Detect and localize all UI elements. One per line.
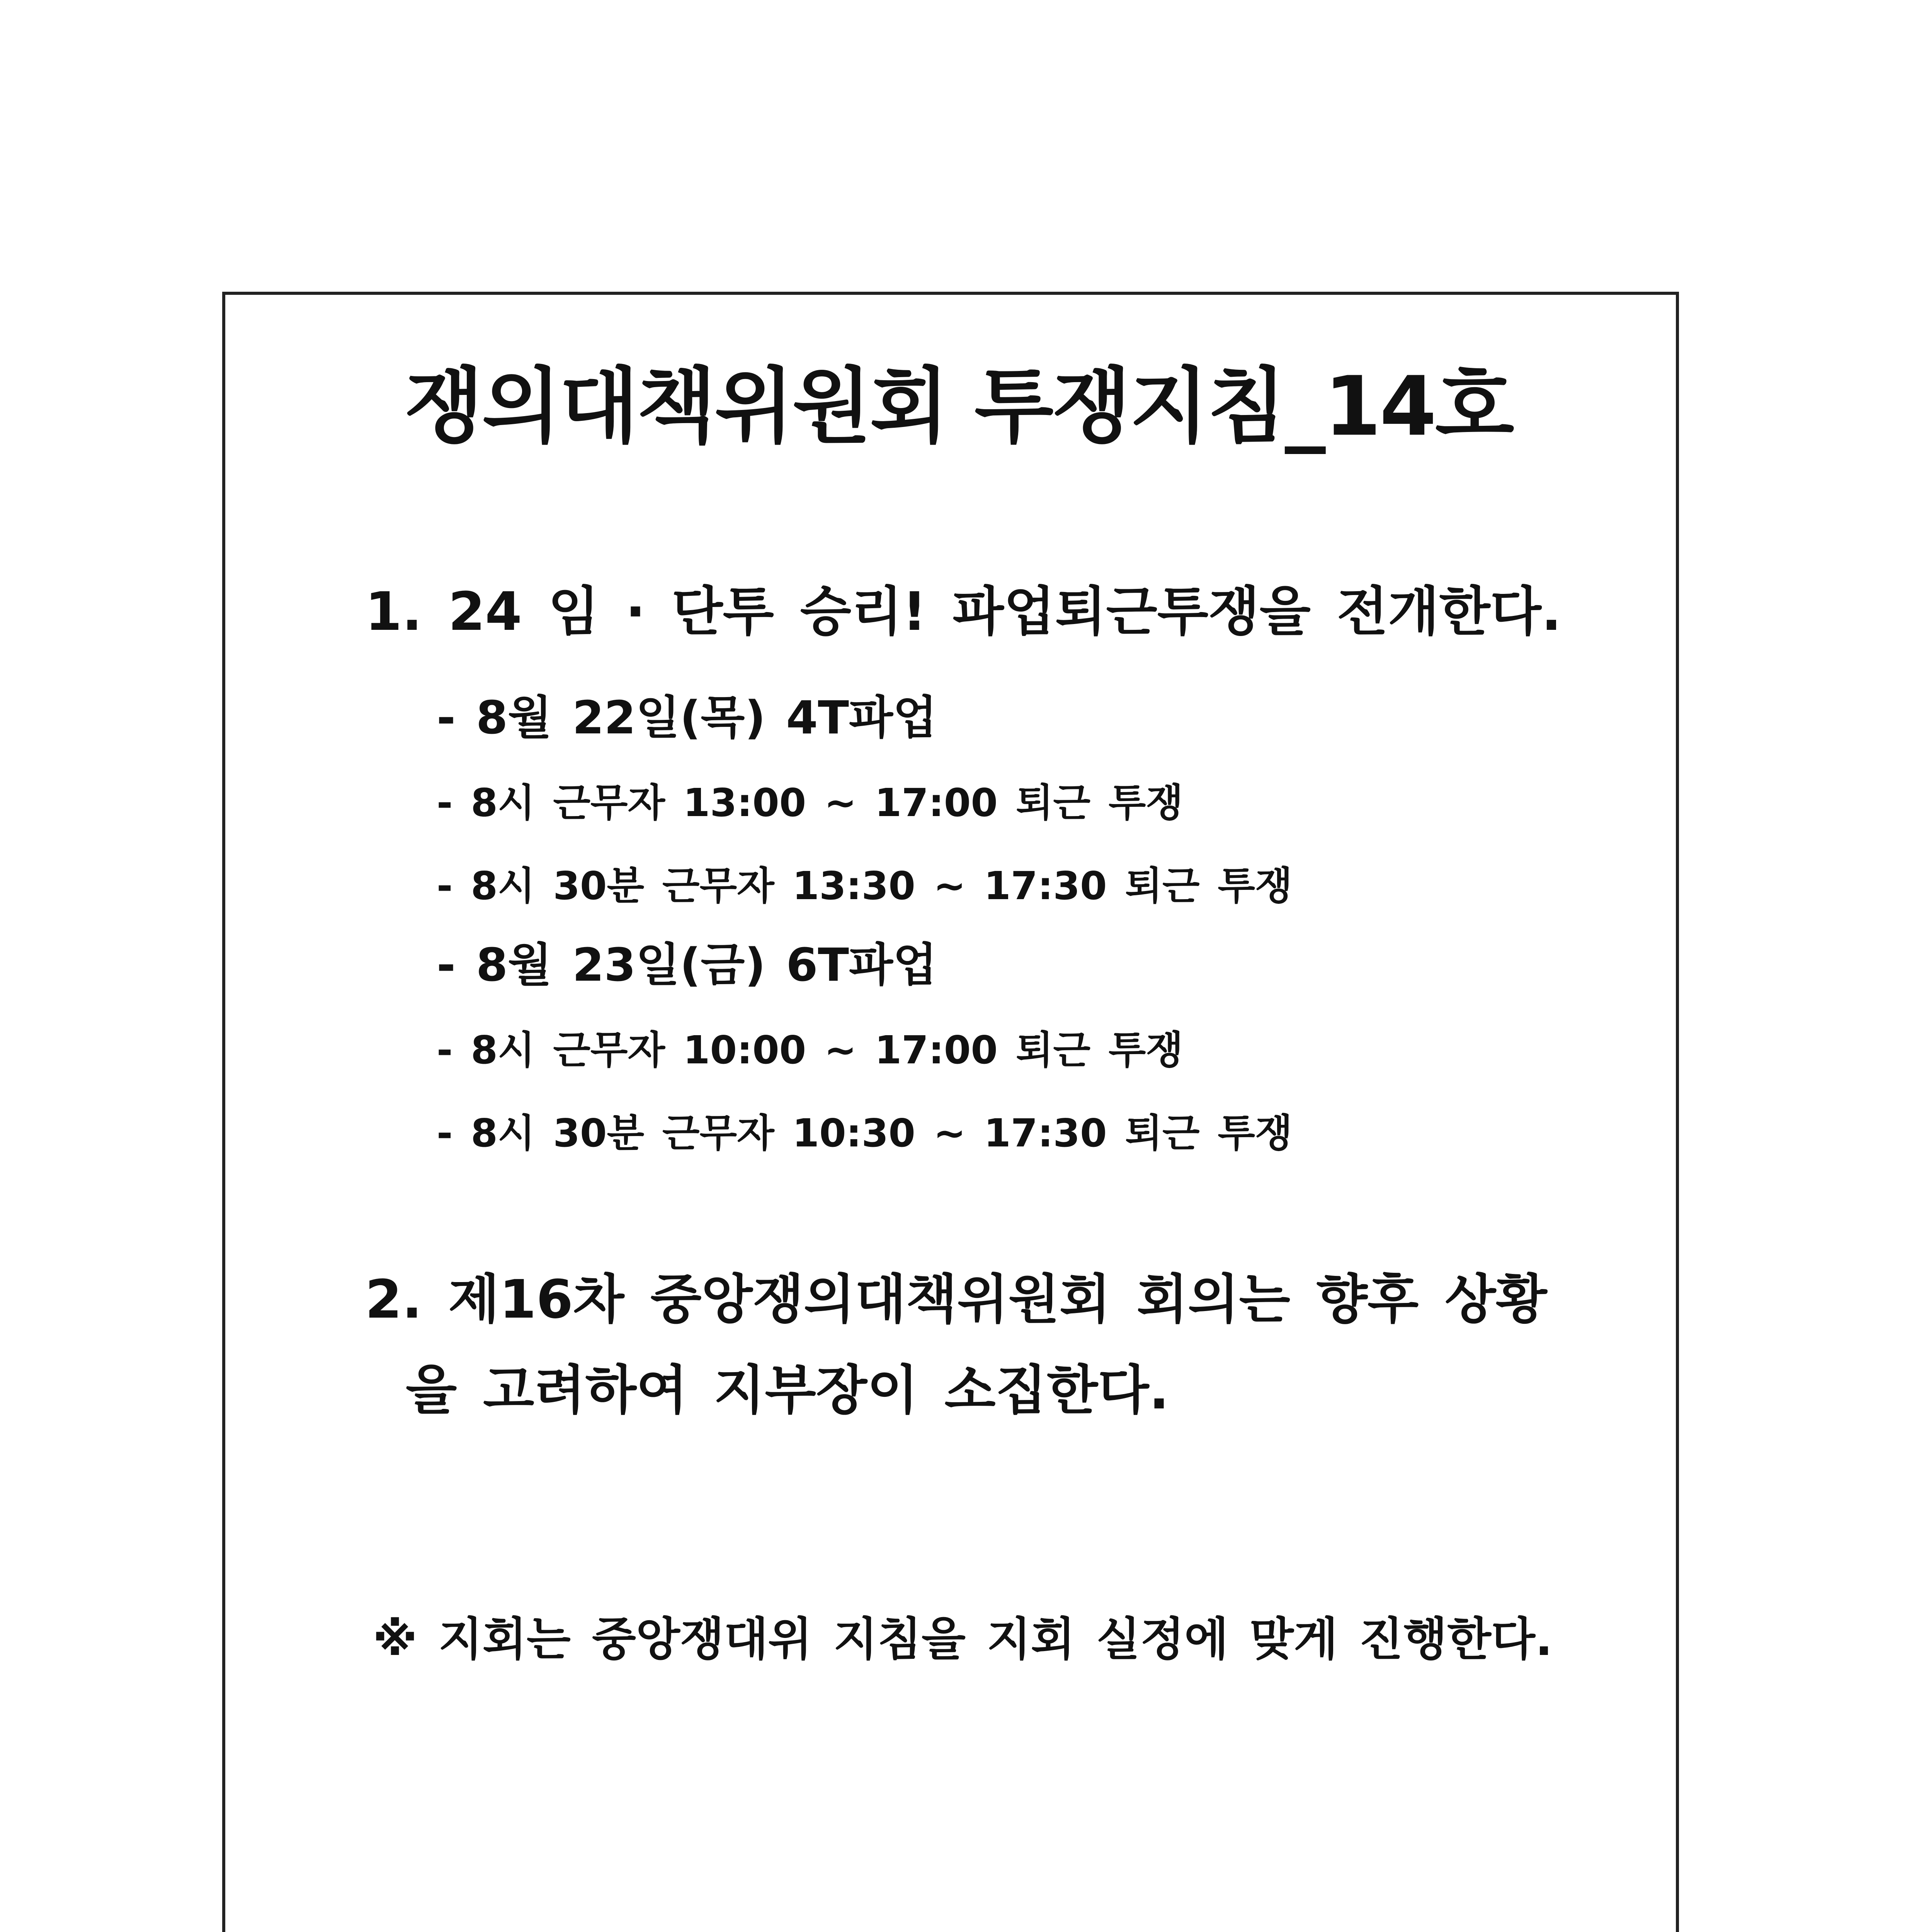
- schedule-line: - 8시 30분 근무자 10:30 ~ 17:30 퇴근 투쟁: [437, 1111, 1293, 1156]
- schedule-line: - 8월 22일(목) 4T파업: [437, 691, 937, 744]
- item-2-line-2: 을 고려하여 지부장이 소집한다.: [406, 1360, 1169, 1421]
- schedule-line: - 8시 근무자 13:00 ~ 17:00 퇴근 투쟁: [437, 780, 1183, 825]
- item-1-heading: 1. 24 임 · 단투 승리! 파업퇴근투쟁을 전개한다.: [365, 581, 1561, 643]
- item-2-line-1: 2. 제16차 중앙쟁의대책위원회 회의는 향후 상황: [365, 1269, 1547, 1330]
- document-title: 쟁의대책위원회 투쟁지침_14호: [404, 359, 1513, 454]
- note: ※ 지회는 중앙쟁대위 지침을 지회 실정에 맞게 진행한다.: [373, 1612, 1553, 1666]
- schedule-line: - 8시 근무자 10:00 ~ 17:00 퇴근 투쟁: [437, 1027, 1183, 1073]
- schedule-line: - 8시 30분 근무자 13:30 ~ 17:30 퇴근 투쟁: [437, 863, 1293, 908]
- schedule-line: - 8월 23일(금) 6T파업: [437, 938, 937, 992]
